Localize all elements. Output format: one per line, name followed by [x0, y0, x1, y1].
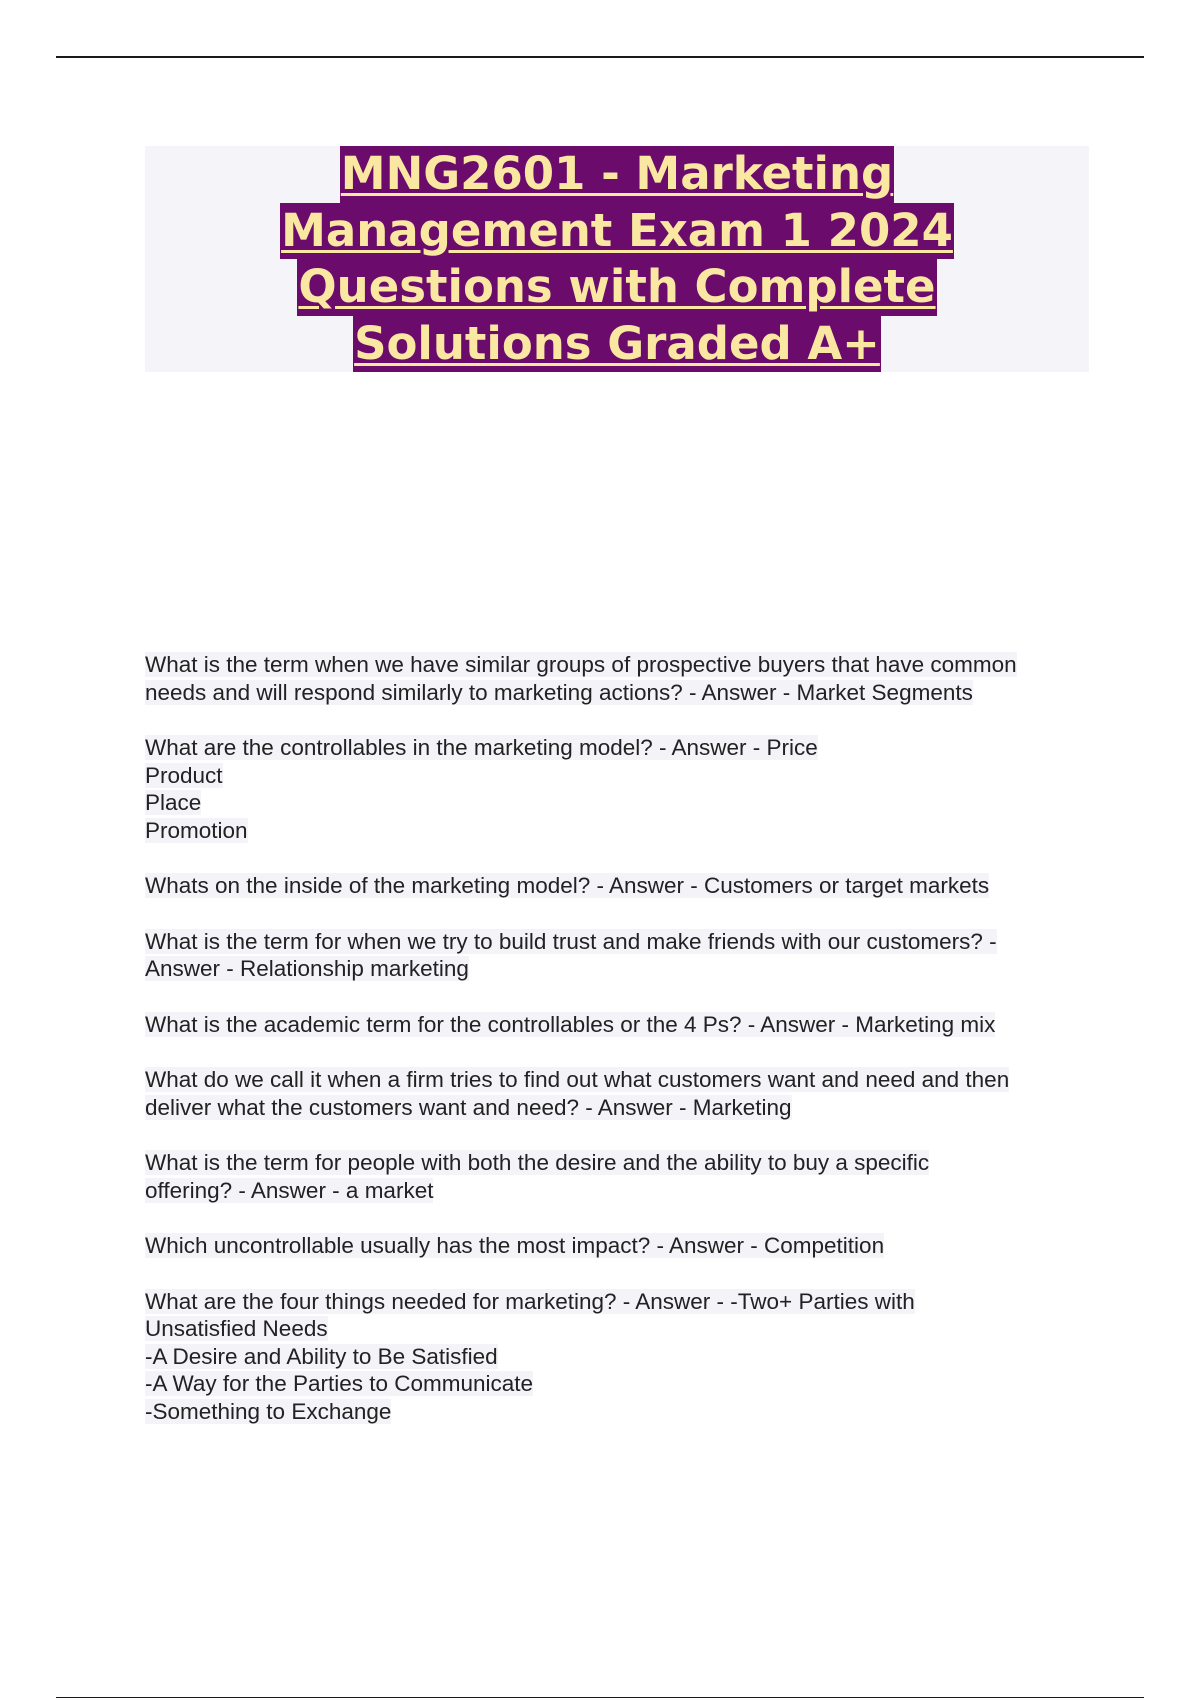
qa-line: What are the controllables in the marketing model? - Answer - Price [145, 735, 818, 760]
title-line: Questions with Complete [297, 259, 936, 316]
qa-line: -A Desire and Ability to Be Satisfied [145, 1343, 498, 1369]
qa-item [145, 1066, 1095, 1121]
qa-item [145, 734, 1095, 844]
qa-line: What is the term for when we try to build trust and make friends with our customers? - [145, 928, 997, 954]
qa-line: Unsatisfied Needs [145, 1316, 328, 1341]
question-answer-list [145, 651, 1095, 1453]
qa-line: Answer - Relationship marketing [145, 956, 469, 981]
qa-line: What do we call it when a firm tries to find out what customers want and need and then [145, 1067, 1010, 1092]
qa-line: needs and will respond similarly to marketing actions? - Answer - Market Segments [145, 679, 973, 705]
qa-item [145, 1011, 1095, 1039]
title-line: Solutions Graded A+ [353, 316, 881, 373]
header-rule [56, 56, 1144, 58]
qa-line: Which uncontrollable usually has the most impact? - Answer - Competition [145, 1233, 885, 1258]
qa-item [145, 1288, 1095, 1426]
qa-line: What is the academic term for the controllables or the 4 Ps? - Answer - Marketing mix [145, 1011, 996, 1037]
title-line: Management Exam 1 2024 [280, 203, 954, 260]
qa-item [145, 928, 1095, 983]
qa-line: What is the term for people with both the desire and the ability to buy a specific [145, 1150, 930, 1175]
qa-line: Product [145, 762, 223, 788]
footer-rule [56, 1697, 1144, 1698]
qa-line: deliver what the customers want and need? - Answer - Marketing [145, 1094, 792, 1120]
qa-line: offering? - Answer - a market [145, 1177, 434, 1203]
qa-item [145, 1232, 1095, 1260]
qa-item [145, 1149, 1095, 1204]
qa-line: Place [145, 790, 202, 815]
qa-line: What are the four things needed for marketing? - Answer - -Two+ Parties with [145, 1288, 915, 1314]
qa-line: -Something to Exchange [145, 1398, 392, 1424]
document-title [145, 146, 1089, 372]
qa-line: Whats on the inside of the marketing model? - Answer - Customers or target markets [145, 873, 990, 898]
qa-line: -A Way for the Parties to Communicate [145, 1371, 534, 1396]
qa-item [145, 651, 1095, 706]
title-line: MNG2601 - Marketing [340, 146, 894, 203]
qa-line: What is the term when we have similar groups of prospective buyers that have common [145, 652, 1017, 677]
qa-item [145, 872, 1095, 900]
qa-line: Promotion [145, 817, 248, 843]
